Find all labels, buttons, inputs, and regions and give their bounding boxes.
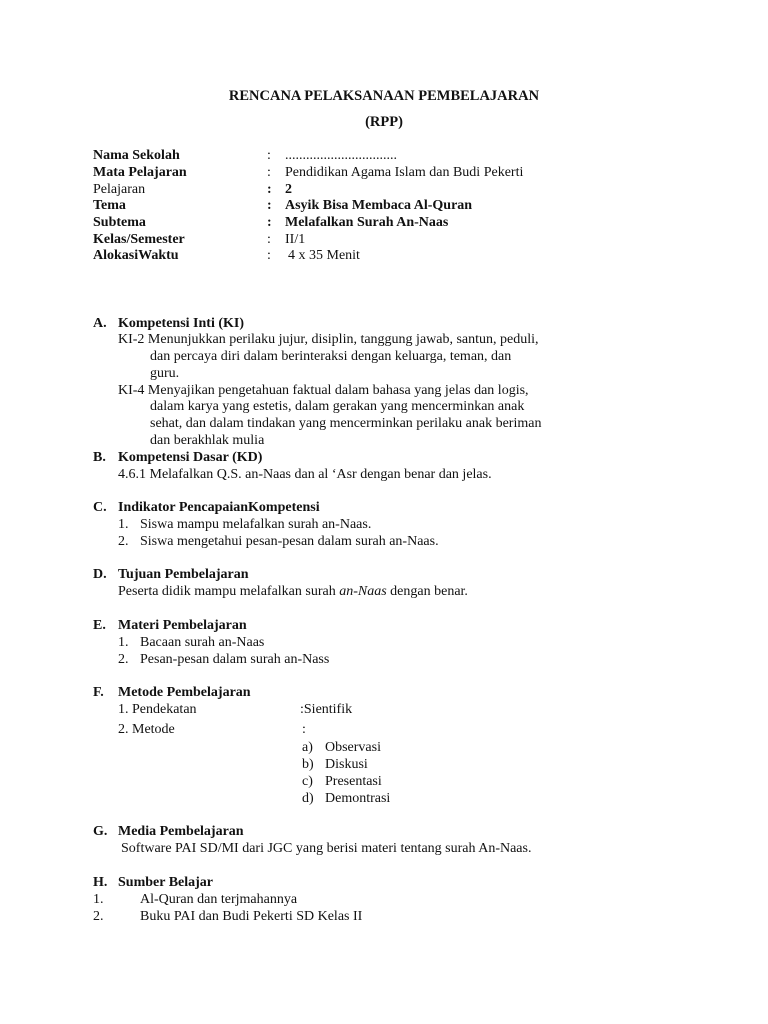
list-item: Siswa mengetahui pesan-pesan dalam surah an-Naas. — [140, 534, 439, 549]
identity-label-pelajaran: Pelajaran — [93, 182, 146, 197]
list-item-number: 1. — [93, 892, 104, 907]
section-title: Kompetensi Inti (KI) — [118, 316, 244, 331]
tujuan-text — [118, 583, 468, 600]
section-title: Materi Pembelajaran — [118, 618, 247, 633]
section-letter: A. — [93, 316, 107, 331]
metode-colon: : — [302, 722, 306, 737]
tujuan-text-before: Peserta didik mampu melafalkan surah — [118, 584, 340, 599]
section-title: Sumber Belajar — [118, 875, 214, 890]
list-item: Buku PAI dan Budi Pekerti SD Kelas II — [140, 909, 363, 924]
metode-item-letter: a) — [302, 740, 313, 755]
identity-colon: : — [267, 182, 272, 197]
metode-item: Demontrasi — [325, 791, 391, 806]
identity-colon: : — [267, 165, 271, 180]
section-letter: C. — [93, 500, 107, 515]
section-title: Media Pembelajaran — [118, 824, 244, 839]
section-letter: G. — [93, 824, 108, 839]
ki4-line: dan berakhlak mulia — [150, 433, 265, 448]
media-text: Software PAI SD/MI dari JGC yang berisi materi tentang surah An-Naas. — [121, 841, 532, 856]
section-title: Tujuan Pembelajaran — [118, 567, 249, 582]
section-title: Kompetensi Dasar (KD) — [118, 450, 263, 465]
identity-colon: : — [267, 215, 272, 230]
section-letter: F. — [93, 685, 104, 700]
identity-label-tema: Tema — [93, 198, 126, 213]
identity-value-alokasi-waktu: 4 x 35 Menit — [288, 248, 360, 263]
identity-colon: : — [267, 248, 271, 263]
ki2-line: dan percaya diri dalam berinteraksi dengan keluarga, teman, dan — [150, 349, 512, 364]
kd-text: 4.6.1 Melafalkan Q.S. an-Naas dan al ‘Asr dengan benar dan jelas. — [118, 467, 492, 482]
identity-colon: : — [267, 232, 271, 247]
metode-item-letter: d) — [302, 791, 314, 806]
list-item: Pesan-pesan dalam surah an-Nass — [140, 652, 330, 667]
list-item-number: 2. — [118, 534, 129, 549]
list-item: Al-Quran dan terjmahannya — [140, 892, 298, 907]
identity-colon: : — [267, 198, 272, 213]
ki4-line: KI-4 Menyajikan pengetahuan faktual dalam bahasa yang jelas dan logis, — [118, 383, 529, 398]
identity-value-pelajaran: 2 — [285, 182, 292, 197]
metode-item-letter: b) — [302, 757, 314, 772]
metode-item: Observasi — [325, 740, 381, 755]
document-subtitle: (RPP) — [365, 114, 403, 130]
pendekatan-value: :Sientifik — [300, 702, 353, 717]
identity-value-tema: Asyik Bisa Membaca Al-Quran — [285, 198, 473, 213]
list-item-number: 2. — [93, 909, 104, 924]
ki4-line: sehat, dan dalam tindakan yang mencerminkan perilaku anak beriman — [150, 416, 542, 431]
identity-colon: : — [267, 148, 271, 163]
tujuan-text-after: dengan benar. — [386, 584, 468, 599]
identity-value-nama-sekolah: ................................ — [285, 148, 397, 163]
list-item: Siswa mampu melafalkan surah an-Naas. — [140, 517, 372, 532]
pendekatan-label: 1. Pendekatan — [118, 702, 197, 717]
metode-item: Diskusi — [325, 757, 368, 772]
tujuan-text-italic: an-Naas — [339, 584, 387, 599]
section-letter: H. — [93, 875, 108, 890]
section-letter: B. — [93, 450, 106, 465]
identity-value-subtema: Melafalkan Surah An-Naas — [285, 215, 449, 230]
ki2-line: guru. — [150, 366, 180, 381]
list-item-number: 2. — [118, 652, 129, 667]
identity-value-kelas-semester: II/1 — [285, 232, 306, 247]
identity-value-mata-pelajaran: Pendidikan Agama Islam dan Budi Pekerti — [285, 165, 524, 180]
list-item-number: 1. — [118, 635, 129, 650]
metode-label: 2. Metode — [118, 722, 175, 737]
identity-label-kelas-semester: Kelas/Semester — [93, 232, 185, 247]
identity-label-subtema: Subtema — [93, 215, 146, 230]
metode-item-letter: c) — [302, 774, 313, 789]
section-title: Metode Pembelajaran — [118, 685, 251, 700]
ki4-line: dalam karya yang estetis, dalam gerakan yang mencerminkan anak — [150, 399, 525, 414]
identity-label-alokasi-waktu: AlokasiWaktu — [93, 248, 179, 263]
document-title: RENCANA PELAKSANAAN PEMBELAJARAN — [228, 88, 540, 104]
identity-label-mata-pelajaran: Mata Pelajaran — [93, 165, 187, 180]
section-letter: D. — [93, 567, 107, 582]
section-letter: E. — [93, 618, 106, 633]
list-item-number: 1. — [118, 517, 129, 532]
list-item: Bacaan surah an-Naas — [140, 635, 265, 650]
ki2-line: KI-2 Menunjukkan perilaku jujur, disiplin, tanggung jawab, santun, peduli, — [118, 332, 539, 347]
section-title: Indikator PencapaianKompetensi — [118, 500, 320, 515]
identity-label-nama-sekolah: Nama Sekolah — [93, 148, 180, 163]
metode-item: Presentasi — [325, 774, 382, 789]
